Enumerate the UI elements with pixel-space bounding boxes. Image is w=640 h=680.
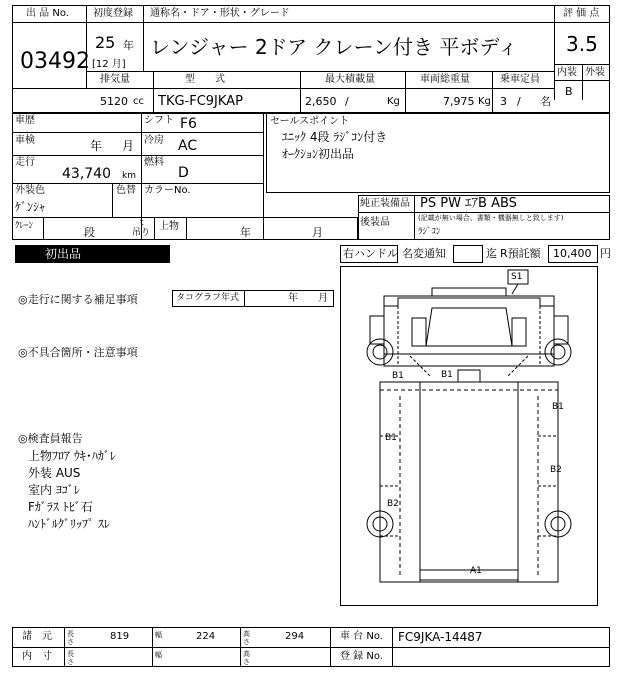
shift-label: シフト [144,115,174,126]
interior-grade-label: 内装 [557,67,577,78]
sales-point-line-1: ﾕﾆｯｸ 4段 ﾗｼﾞｺﾝ付き [282,130,388,144]
crane-ton: t [140,218,144,228]
history-label: 車歴 [15,115,35,126]
tachograph-label: タコグラフ年式 [176,293,240,303]
damage-mark-s1: S1 [511,272,523,282]
inspector-report-line-1: 上物ﾌﾛｱ ｳｷ･ﾊｶﾞﾚ [28,449,116,463]
inner-length-label: 長さ [67,650,74,666]
inspector-report-line-2: 外装 AUS [28,466,81,480]
height-label: 高さ [243,630,250,646]
length-label: 長さ [67,630,74,646]
damage-mark-b2-bed-right: B2 [550,465,562,475]
inspection-year: 年 [90,139,103,153]
registration-number-label: 登 録 No. [340,651,383,662]
capacity-unit: 名 [540,95,551,108]
model-value: TKG-FC9JKAP [158,94,243,109]
first-listing-banner [15,245,170,263]
fuel-label: 燃料 [144,157,164,168]
inner-height-label: 高さ [243,650,250,666]
height-value: 294 [285,631,305,642]
capacity-value: 3 [500,95,507,108]
color-number-label: カラーNo. [144,185,191,196]
sales-point-label: セールスポイント [270,116,350,127]
recycle-unit: 円 [600,247,611,260]
displacement-label: 排気量 [100,74,130,85]
gross-weight-label: 車両総重量 [420,74,470,85]
max-load-label: 最大積載量 [325,74,375,85]
damage-mark-b1-bed-right: B1 [552,402,564,412]
damage-mark-a1-rear: A1 [470,566,482,576]
recycle-value: 10,400 [553,247,592,260]
max-load-slash: / [345,95,349,108]
tachograph-month: 月 [318,293,328,304]
inner-width-label: 幅 [155,651,162,659]
aftermarket-value: ﾗｼﾞｺﾝ [418,227,441,237]
vehicle-diagram [340,266,598,606]
fuel-value: D [178,165,189,181]
length-value: 819 [110,631,130,642]
model-label: 型 式 [185,74,225,85]
ac-value: AC [178,138,198,154]
width-label: 幅 [155,631,162,639]
color-change-label: 色替 [116,185,136,196]
ac-label: 冷房 [144,135,164,146]
factory-equipment-label: 純正装備品 [360,198,410,209]
inspection-label: 車検 [15,135,35,146]
defects-label: ◎不具合箇所・注意事項 [18,346,138,359]
first-listing-text: 初出品 [45,247,82,261]
body-year: 年 [240,226,251,239]
displacement-value: 5120 [100,95,128,108]
mileage-label: 走行 [15,157,35,168]
exterior-grade-label: 外装 [585,67,605,78]
crane-stage: 段 [84,226,95,239]
crane-lift: 吊り [132,228,151,238]
score-label: 評 価 点 [563,8,600,19]
body-date-frame [186,217,358,240]
first-registration-label: 初度登録 [93,8,133,19]
body-month: 月 [312,226,323,239]
exterior-color-label: 外装色 [15,185,45,196]
recycle-label: R預託額 [500,247,541,260]
name-change-label: 名変通知 [402,247,446,260]
capacity-label: 乗車定員 [500,74,540,85]
driving-notes-label: ◎走行に関する補足事項 [18,293,138,306]
max-load-unit: Kg [387,96,400,107]
lot-number: 03492 [20,49,90,74]
expiry-label: 迄 [486,247,497,260]
registration-year-unit: 年 [123,39,134,52]
capacity-slash: / [517,95,521,108]
max-load-value: 2,650 [305,95,337,108]
steering-value: 右ハンドル [343,247,398,260]
factory-equipment-value: PS PW ｴｱB ABS [420,196,517,211]
dimensions-label: 諸 元 [22,631,52,642]
sales-point-line-2: ｵｰｸｼｮﾝ初出品 [282,147,355,161]
lot-number-label: 出 品 No. [26,8,69,19]
inner-dimensions-label: 内 寸 [22,651,52,662]
damage-mark-b2-bed-left: B2 [387,499,399,509]
registration-year: 25 [95,33,116,52]
inspector-report-line-5: ﾊﾝﾄﾞﾙｸﾞﾘｯﾌﾟ ｽﾚ [28,517,110,531]
inspector-report-line-3: 室内 ﾖｺﾞﾚ [28,483,80,497]
inspector-report-line-4: Fｶﾞﾗｽ ﾄﾋﾞ石 [28,500,93,514]
tachograph-year: 年 [288,293,298,304]
gross-weight-unit: Kg [478,96,491,107]
gross-weight-value: 7,975 [443,95,475,108]
chassis-number-value: FC9JKA-14487 [398,630,483,644]
exterior-color-value: ｹﾞﾝｼｬ [15,200,46,214]
car-name: レンジャー 2ドア クレーン付き 平ボディ [150,35,518,59]
mileage-unit: km [122,171,136,181]
aftermarket-note: (記載が無い場合、書類・機器無しと致します) [418,214,564,222]
body-label: 上物 [159,221,179,232]
aftermarket-label: 後装品 [360,217,390,228]
width-value: 224 [196,631,216,642]
damage-mark-b1-cab-center: B1 [441,370,453,380]
interior-grade: B [565,85,573,98]
shift-value: F6 [180,116,197,132]
chassis-number-label: 車 台 No. [340,631,383,642]
mileage-value: 43,740 [62,166,111,182]
damage-mark-b1-bed-left: B1 [385,433,397,443]
registration-month: [12 月] [92,59,126,70]
inspector-report-label: ◎検査員報告 [18,432,83,445]
inspection-month: 月 [122,139,135,153]
displacement-unit: cc [133,96,144,107]
name-change-box [453,245,483,263]
car-description-label: 通称名・ドア・形状・グレード [150,8,290,19]
damage-mark-b1-cab-left: B1 [392,371,404,381]
score-value: 3.5 [566,32,598,56]
crane-label: ｸﾚｰﾝ [15,221,34,231]
